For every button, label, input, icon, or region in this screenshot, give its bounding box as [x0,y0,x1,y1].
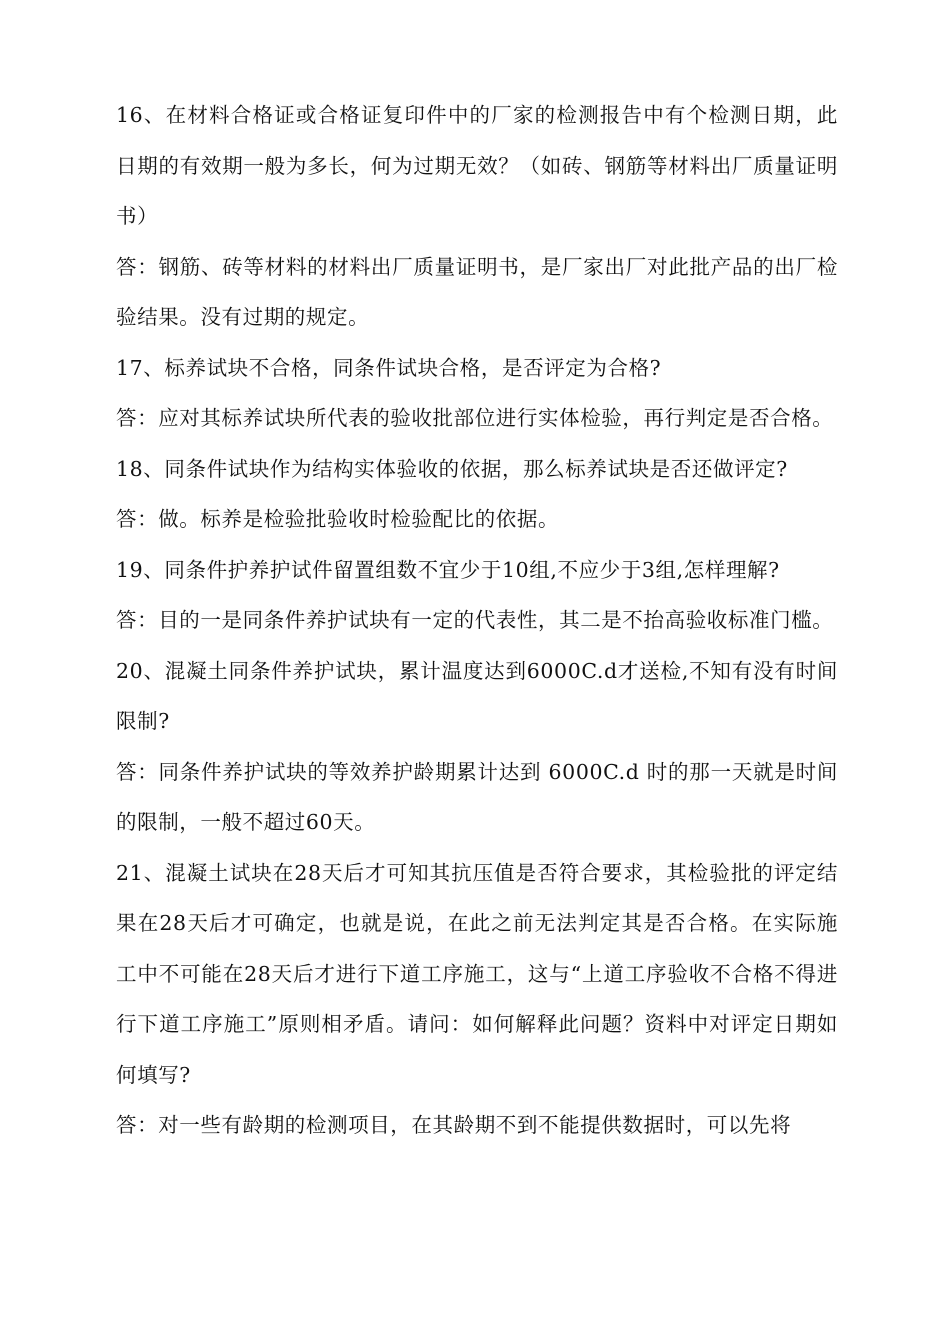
question-18: 18、同条件试块作为结构实体验收的依据，那么标养试块是否还做评定? [116,456,788,481]
question-16: 16、在材料合格证或合格证复印件中的厂家的检测报告中有个检测日期，此日期的有效期一般为多长，何为过期无效？（如砖、钢筋等材料出厂质量证明书） [116,103,838,228]
answer-19: 答：目的一是同条件养护试块有一定的代表性，其二是不抬高验收标准门槛。 [116,608,834,632]
document-body [116,90,838,1151]
question-20: 20、混凝土同条件养护试块，累计温度达到6000C.d才送检,不知有没有时间限制? [116,658,838,733]
question-19: 19、同条件护养护试件留置组数不宜少于10组,不应少于3组,怎样理解? [116,557,780,582]
answer-18: 答：做。标养是检验批验收时检验配比的依据。 [116,507,560,531]
answer-17: 答：应对其标养试块所代表的验收批部位进行实体检验，再行判定是否合格。 [116,406,834,430]
answer-16: 答：钢筋、砖等材料的材料出厂质量证明书，是厂家出厂对此批产品的出厂检验结果。没有过期的规定。 [116,254,838,329]
question-17: 17、标养试块不合格，同条件试块合格，是否评定为合格? [116,355,662,380]
answer-21: 答：对一些有龄期的检测项目，在其龄期不到不能提供数据时，可以先将 [116,1113,792,1137]
question-21: 21、混凝土试块在28天后才可知其抗压值是否符合要求，其检验批的评定结果在28天后才可确定，也就是说，在此之前无法判定其是否合格。在实际施工中不可能在28天后才进行下道工序施工，这与“上道工序验收不合格不得进行下道工序施工”原则相矛盾。请问：如何解释此问题？资料中对评定日期如何填写? [116,860,838,1087]
answer-20: 答：同条件养护试块的等效养护龄期累计达到 6000C.d 时的那一天就是时间的限制，一般不超过60天。 [116,759,838,834]
